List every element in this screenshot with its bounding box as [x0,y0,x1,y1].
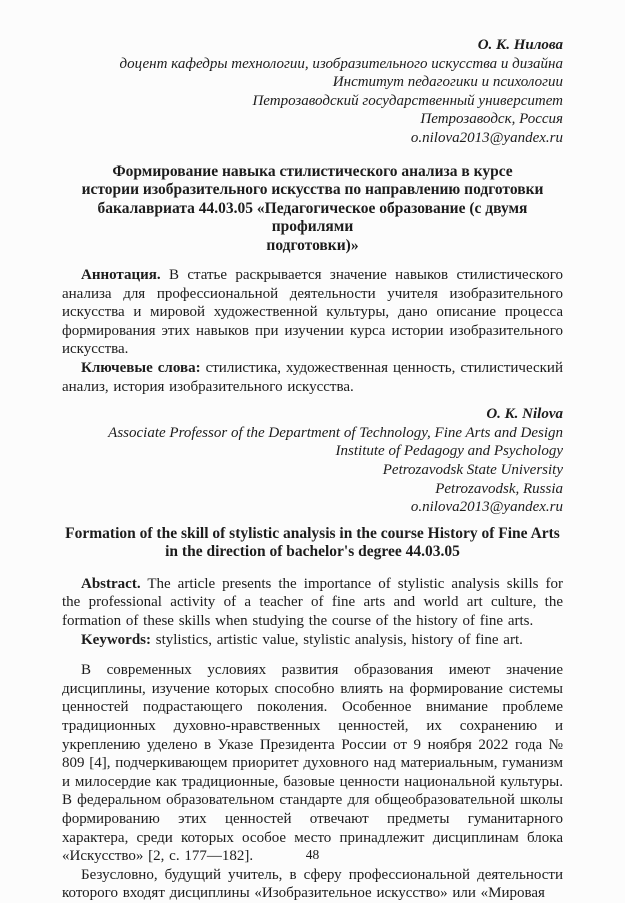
abstract-en [62,575,563,631]
author-affiliation-line: Институт педагогики и психологии [332,74,563,91]
keywords-text-ru: стилистика, художественная ценность, стилистический анализ, история изобразительного искусства. [62,360,563,395]
author-affiliation-line: Institute of Pedagogy and Psychology [335,443,563,460]
article-title-ru [62,163,563,256]
author-affiliation-line: Associate Professor of the Department of Technology, Fine Arts and Design [108,424,563,441]
author-email: o.nilova2013@yandex.ru [410,499,563,516]
author-name-ru: О. К. Нилова [477,37,563,53]
article-title-en [62,525,563,562]
keywords-ru [62,359,563,396]
keywords-label-ru: Ключевые слова: [81,360,201,377]
abstract-label-en: Abstract. [81,575,141,592]
author-affiliation-line: Petrozavodsk State University [382,462,563,478]
author-email: o.nilova2013@yandex.ru [410,129,563,146]
title-line: подготовки)» [266,236,359,254]
keywords-en [62,631,563,650]
keywords-text-en: stylistics, artistic value, stylistic analysis, history of fine art. [151,631,523,648]
abstract-label-ru: Аннотация. [81,267,161,284]
section-spacer [62,649,563,661]
abstract-text-en: The article presents the importance of stylistic analysis skills for the professional activity of a teacher of fine arts and world art culture, the formation of these skills when studying the course of the history of fine arts. [62,575,563,629]
abstract-ru [62,266,563,359]
author-affiliation-line: Петрозаводск, Россия [420,111,563,128]
title-line: бакалавриата 44.03.05 «Педагогическое образование (с двумя профилями [97,199,528,236]
body-paragraph: В современных условиях развития образования имеют значение дисциплины, изучение которых способно влиять на формирование системы ценностей подрастающего поколения. Особенное внимание проблеме традиционных духовно-нравственных ценностей, их сохранению и укреплению уделено в Указе Президента России от 9 ноября 2022 года № 809 [4], подчеркивающем приоритет духовного над материальным, гуманизм и милосердие как традиционные, базовые ценности национальной культуры. В федеральном образовательном стандарте для общеобразовательной школы формированию этих ценностей отвечают предметы гуманитарного характера, среди которых особое место принадлежит дисциплинам блока «Искусство» [2, с. 177—182]. [62,662,563,865]
author-block-ru [62,36,563,148]
page-number: 48 [305,847,320,862]
author-affiliation-line: Petrozavodsk, Russia [435,480,563,497]
abstract-text-ru: В статье раскрывается значение навыков стилистического анализа для профессиональной деятельности учителя изобразительного искусства и мировой художественной культуры, дано описание процесса формирования этих навыков при изучении курса истории изобразительного искусства. [62,267,563,358]
author-name-en: O. K. Nilova [486,406,563,423]
title-line: истории изобразительного искусства по направлению подготовки [81,181,544,199]
title-line: Формирование навыка стилистического анализа в курсе [112,162,513,180]
author-affiliation-line: Петрозаводский государственный университет [252,92,563,109]
title-line: Formation of the skill of stylistic analysis in the course History of Fine Arts [65,524,560,542]
body-paragraph: Безусловно, будущий учитель, в сферу профессиональной деятельности которого входят дисциплины «Изобразительное искусство» или «Мировая [62,866,563,902]
keywords-label-en: Keywords: [81,631,151,648]
author-block-en [62,405,563,517]
author-affiliation-line: доцент кафедры технологии, изобразительного искусства и дизайна [119,55,563,72]
title-line: in the direction of bachelor's degree 44.03.05 [165,543,460,561]
